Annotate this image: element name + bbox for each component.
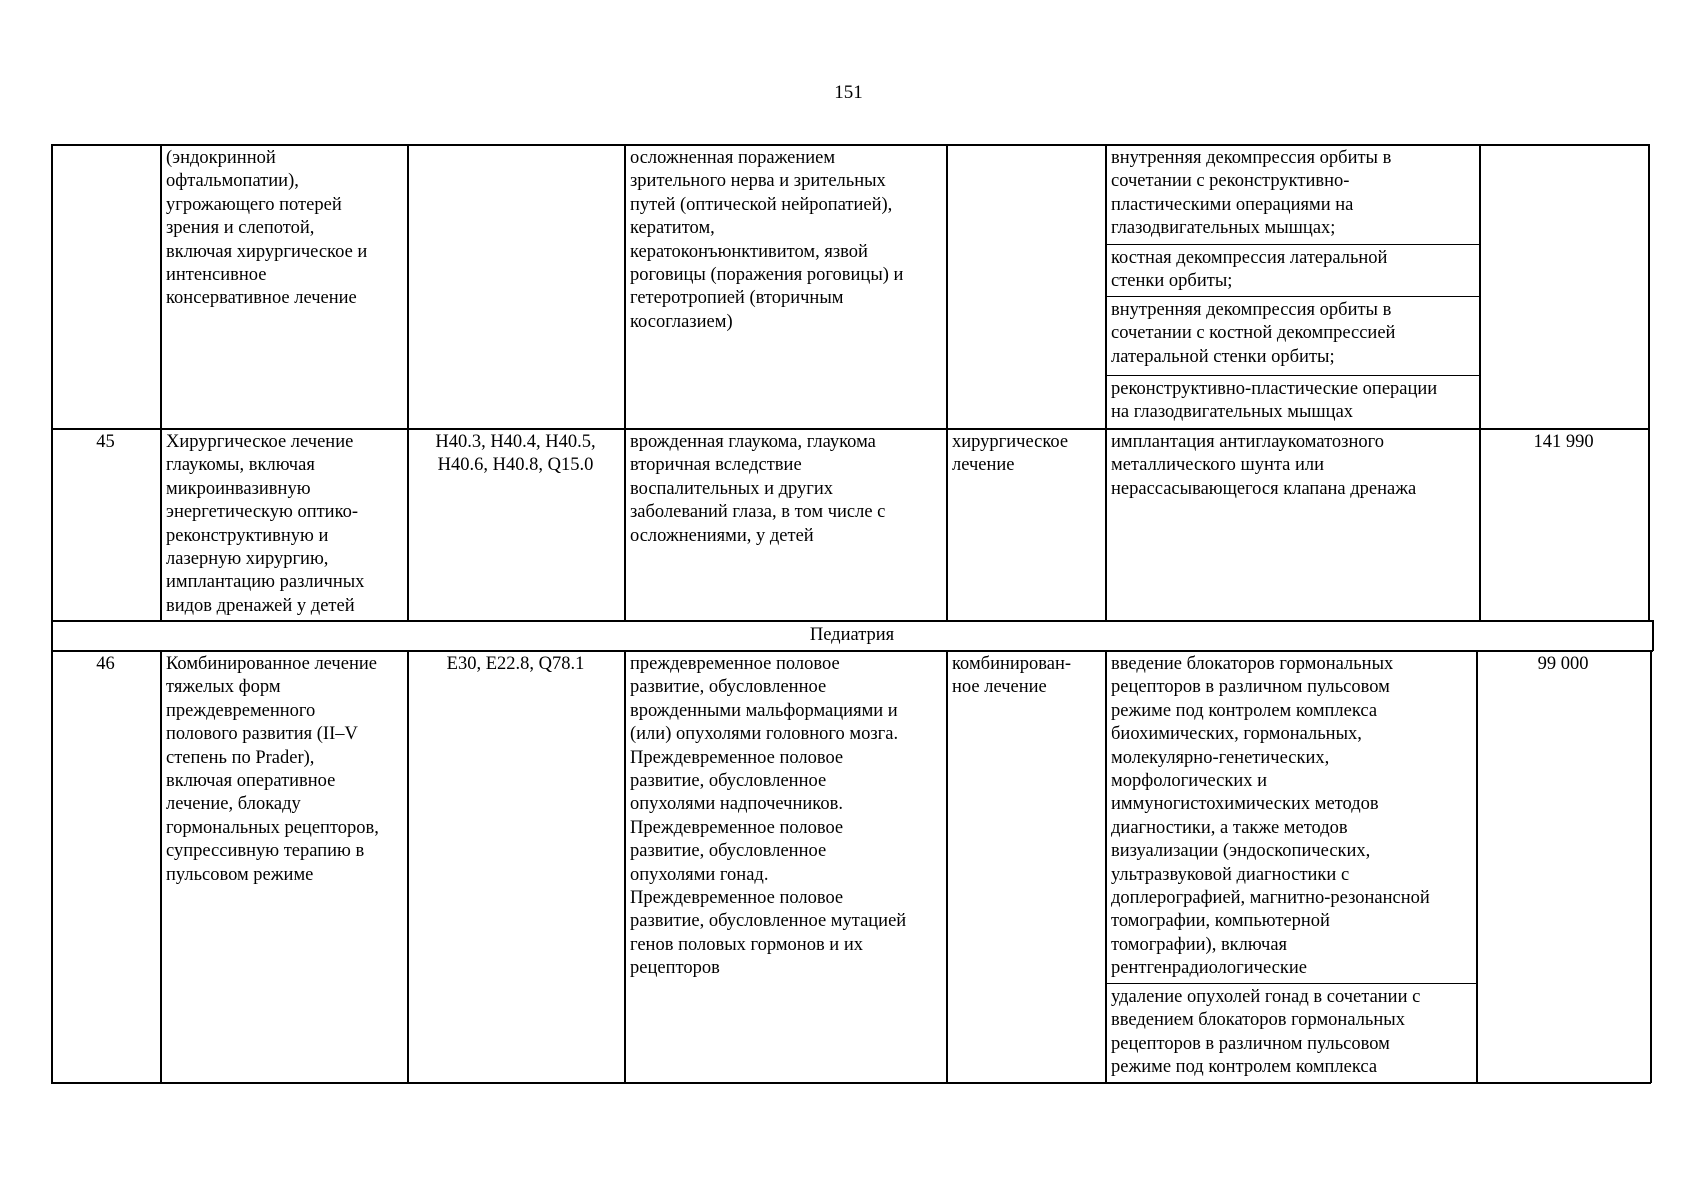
row-45-name: Хирургическое лечение глаукомы, включая микроинвазивную энергетическую оптико- реконструктивную и лазерную хирургию, имплантацию различных видов дренажей у детей [166,432,365,616]
table-bottom-border [51,1082,1651,1084]
col-border [407,650,409,1083]
row-45-disease: врожденная глаукома, глаукома вторичная вследствие воспалительных и других заболеваний глаза, в том числе с осложнениями, у детей [630,432,886,546]
row-46-cost: 99 000 [1537,654,1589,674]
row-45-cost: 141 990 [1533,432,1594,452]
row-45-method: имплантация антиглаукоматозного металлического шунта или нерассасывающегося клапана дренажа [1111,432,1417,499]
col-border [946,650,948,1083]
row-46-disease: преждевременное половое развитие, обусловленное врожденными мальформациями и (или) опухолями головного мозга. Преждевременное половое развитие, обусловленное опухолями надпочечников. Преждевременное половое развитие, обусловленное опухолями гонад. Преждевременное половое развитие, обусловленное мутацией генов половых гормонов и их рецепторов [630,654,907,979]
continuation-disease-cell: осложненная поражением зрительного нерва и зрительных путей (оптической нейропатией), кератитом, кератоконъюнктивитом, язвой роговицы (поражения роговицы) и гетеротропией (вторичным косоглазием) [630,148,904,332]
continuation-method-2: костная декомпрессия латеральной стенки орбиты; [1111,248,1388,292]
row-46-treatment: комбинирован- ное лечение [952,654,1072,698]
row-46-method-1: введение блокаторов гормональных рецепторов в различном пульсовом режиме под контролем комплекса биохимических, гормональных, молекулярно-генетических, морфологических и иммуногистохимических методов диагностики, а также методов визуализации (эндоскопических, ультразвуковой диагностики с доплерографией, магнитно-резонансной томографии, компьютерной томографии), включая рентгенрадиологические [1111,654,1430,979]
row-46-name: Комбинированное лечение тяжелых форм преждевременного полового развития (II–V степень по Prader), включая оперативное лечение, блокаду гормональных рецепторов, супрессивную терапию в пульсовом режиме [166,654,379,885]
col-border [51,144,53,620]
col-border [1650,650,1652,1083]
continuation-name-cell: (эндокринной офтальмопатии), угрожающего потерей зрения и слепотой, включая хирургическое и интенсивное консервативное лечение [166,148,368,309]
col-border [407,144,409,620]
col-border [51,650,53,1083]
section-title-pediatrics: Педиатрия [809,625,895,645]
row-46-method-2: удаление опухолей гонад в сочетании с введением блокаторов гормональных рецепторов в различном пульсовом режиме под контролем комплекса [1111,987,1421,1078]
continuation-method-1: внутренняя декомпрессия орбиты в сочетании с реконструктивно- пластическими операциями на глазодвигательных мышцах; [1111,148,1392,239]
col-border [946,144,948,620]
continuation-method-4: реконструктивно-пластические операции на глазодвигательных мышцах [1111,379,1438,423]
row-45-codes: H40.3, H40.4, H40.5, H40.6, H40.8, Q15.0 [435,432,596,476]
row-46-codes: E30, E22.8, Q78.1 [446,654,585,674]
col-border [1479,144,1481,620]
row-46-number: 46 [96,654,115,674]
row-45-treatment: хирургическое лечение [952,432,1069,476]
continuation-method-3: внутренняя декомпрессия орбиты в сочетании с костной декомпрессией латеральной стенки орбиты; [1111,300,1396,367]
page-number: 151 [834,82,863,103]
col-border [1476,650,1478,1083]
row-45-number: 45 [96,432,115,452]
col-border [1648,144,1650,620]
